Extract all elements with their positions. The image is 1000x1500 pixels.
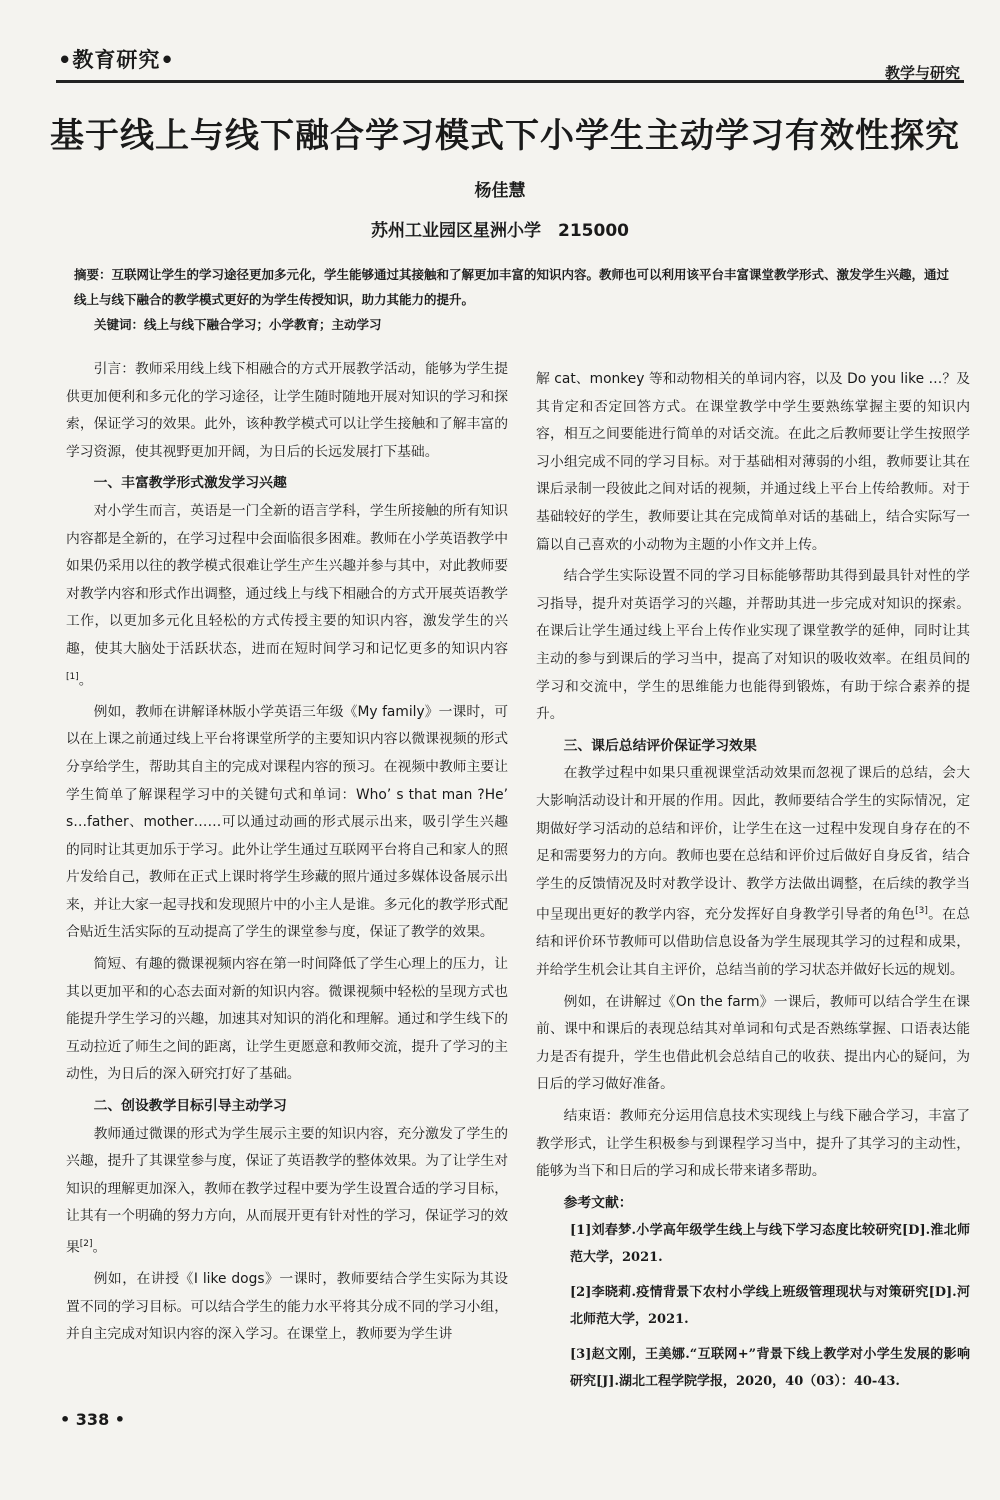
body-paragraph: 例如，在讲解过《On the farm》一课后，教师可以结合学生在课前、课中和课后的表现总结其对单词和句式是否熟练掌握、口语表达能力是否有提升，学生也借此机会总结自己的收获、提出内心的疑问，为日后的学习做好准备。 — [536, 993, 970, 1093]
paragraph-end: 。在总结和评价环节教师可以借助信息设备为学生展现其学习的过程和成果，并给学生机会让其自主评价，总结当前的学习状态并做好长远的规划。 — [536, 906, 971, 979]
body-paragraph — [66, 1121, 508, 1263]
paragraph-end: 。 — [92, 1239, 107, 1256]
section-heading-2: 二、创设教学目标引导主动学习 — [93, 1098, 287, 1115]
reference-item: [3]赵文刚，王美娜.“互联网+”背景下线上教学对小学生发展的影响研究[J].湖北工程学院学报，2020，40（03）：40-43. — [570, 1347, 970, 1390]
body-paragraph: 例如，教师在讲解译林版小学英语三年级《My family》一课时，可以在上课之前通过线上平台将课堂所学的主要知识内容以微课视频的形式分享给学生，帮助其自主的完成对课程内容的预习。在视频中教师主要让学生简单了解课程学习中的关键句式和单词：Who’ s that man ?He’ s…father、mother……可以通过动画的形式展示出来，吸引学生兴趣的同时让其更加乐于学习。此外让学生通过互联网平台将自己和家人的照片发给自己，教师在正式上课时将学生珍藏的照片通过多媒体设备展示出来，并让大家一起寻找和发现照片中的小主人是谁。多元化的教学形式配合贴近生活实际的互动提高了学生的课堂参与度，保证了教学的效果。 — [66, 703, 508, 941]
body-paragraph — [66, 498, 508, 695]
abstract-block — [74, 262, 960, 337]
header-rule — [56, 80, 964, 83]
body-paragraph: 结合学生实际设置不同的学习目标能够帮助其得到最具针对性的学习指导，提升对英语学习的兴趣，并帮助其进一步完成对知识的探索。在课后让学生通过线上平台上传作业实现了课堂教学的延伸，同时让其主动的参与到课后的学习当中，提高了对知识的吸收效率。在组员间的学习和交流中，学生的思维能力也能得到锻炼，有助于综合素养的提升。 — [536, 568, 970, 723]
keywords: 关键词：线上与线下融合学习；小学教育；主动学习 — [94, 317, 382, 332]
journal-column-label: 教学与研究 — [884, 64, 960, 82]
body-paragraph — [536, 760, 970, 984]
citation-marker: [3] — [915, 906, 928, 917]
abstract-text: 摘要：互联网让学生的学习途径更加多元化，学生能够通过其接触和了解更加丰富的知识内容。教师也可以利用该平台丰富课堂教学形式、激发学生兴趣，通过线上与线下融合的教学模式更好的为学生传授知识，助力其能力的提升。 — [74, 267, 950, 307]
journal-section-label: •教育研究• — [58, 48, 175, 72]
section-heading-1: 一、丰富教学形式激发学习兴趣 — [93, 475, 287, 492]
paragraph-text: 在教学过程中如果只重视课堂活动效果而忽视了课后的总结，会大大影响活动设计和开展的作用。因此，教师要结合学生的实际情况，定期做好学习活动的总结和评价，让学生在这一过程中发现自身存在的不足和需要努力的方向。教师也要在总结和评价过后做好自身反省，结合学生的反馈情况及时对教学设计、教学方法做出调整，在后续的教学当中呈现出更好的教学内容，充分发挥好自身教学引导者的角色 — [536, 765, 970, 923]
paragraph-end: 。 — [78, 672, 93, 689]
paragraph-text: 对小学生而言，英语是一门全新的语言学科，学生所接触的所有知识内容都是全新的，在学习过程中会面临很多困难。教师在小学英语教学中如果仍采用以往的教学模式很难让学生产生兴趣并参与其中，对此教师要对教学内容和形式作出调整，通过线上与线下相融合的方式开展英语教学工作，以更加多元化且轻松的方式传授主要的知识内容，激发学生的兴趣，使其大脑处于活跃状态，进而在短时间学习和记忆更多的知识内容 — [66, 502, 508, 657]
citation-marker: [2] — [79, 1239, 93, 1249]
left-column — [66, 356, 508, 1353]
conclusion-paragraph: 结束语：教师充分运用信息技术实现线上与线下融合学习，丰富了教学形式，让学生积极参与到课程学习当中，提升了其学习的主动性，能够为当下和日后的学习和成长带来诸多帮助。 — [536, 1108, 970, 1180]
body-paragraph: 例如，在讲授《I like dogs》一课时，教师要结合学生实际为其设置不同的学习目标。可以结合学生的能力水平将其分成不同的学习小组，并自主完成对知识内容的深入学习。在课堂上，教师要为学生讲 — [66, 1271, 508, 1343]
citation-marker: [1] — [66, 671, 79, 682]
author-affiliation: 苏州工业园区星洲小学 215000 — [371, 221, 629, 241]
section-heading-3: 三、课后总结评价保证学习效果 — [563, 737, 757, 754]
article-title: 基于线上与线下融合学习模式下小学生主动学习有效性探究 — [50, 116, 960, 156]
author-name: 杨佳慧 — [474, 181, 526, 201]
reference-item: [1]刘春梦.小学高年级学生线上与线下学习态度比较研究[D].淮北师范大学，2021. — [570, 1223, 970, 1266]
right-column — [536, 366, 970, 1403]
body-paragraph: 解 cat、monkey 等和动物相关的单词内容，以及 Do you like …？及其肯定和否定回答方式。在课堂教学中学生要熟练掌握主要的知识内容，相互之间要能进行简单的对话交流。在此之后教师要让学生按照学习小组完成不同的学习目标。对于基础相对薄弱的小组，教师要让其在课后录制一段彼此之间对话的视频，并通过线上平台上传给教师。对于基础较好的学生，教师要让其在完成简单对话的基础上，结合实际写一篇以自己喜欢的小动物为主题的小作文并上传。 — [536, 371, 970, 553]
references-heading: 参考文献： — [563, 1194, 633, 1211]
paragraph-text: 教师通过微课的形式为学生展示主要的知识内容，充分激发了学生的兴趣，提升了其课堂参与度，保证了英语教学的整体效果。为了让学生对知识的理解更加深入，教师在教学过程中要为学生设置合适的学习目标，让其有一个明确的努力方向，从而展开更有针对性的学习，保证学习的效果 — [66, 1125, 508, 1256]
page-number: • 338 • — [60, 1410, 125, 1429]
reference-item: [2]李晓莉.疫情背景下农村小学线上班级管理现状与对策研究[D].河北师范大学，2021. — [570, 1285, 970, 1328]
intro-paragraph: 引言：教师采用线上线下相融合的方式开展教学活动，能够为学生提供更加便利和多元化的学习途径，让学生随时随地开展对知识的学习和探索，保证学习的效果。此外，该种教学模式可以让学生接触和了解丰富的学习资源，使其视野更加开阔，为日后的长远发展打下基础。 — [66, 361, 508, 460]
body-paragraph: 简短、有趣的微课视频内容在第一时间降低了学生心理上的压力，让其以更加平和的心态去面对新的知识内容。微课视频中轻松的呈现方式也能提升学生学习的兴趣，加速其对知识的消化和理解。通过和学生线下的互动拉近了师生之间的距离，让学生更愿意和教师交流，提升了学习的主动性，为日后的深入研究打好了基础。 — [66, 956, 508, 1083]
